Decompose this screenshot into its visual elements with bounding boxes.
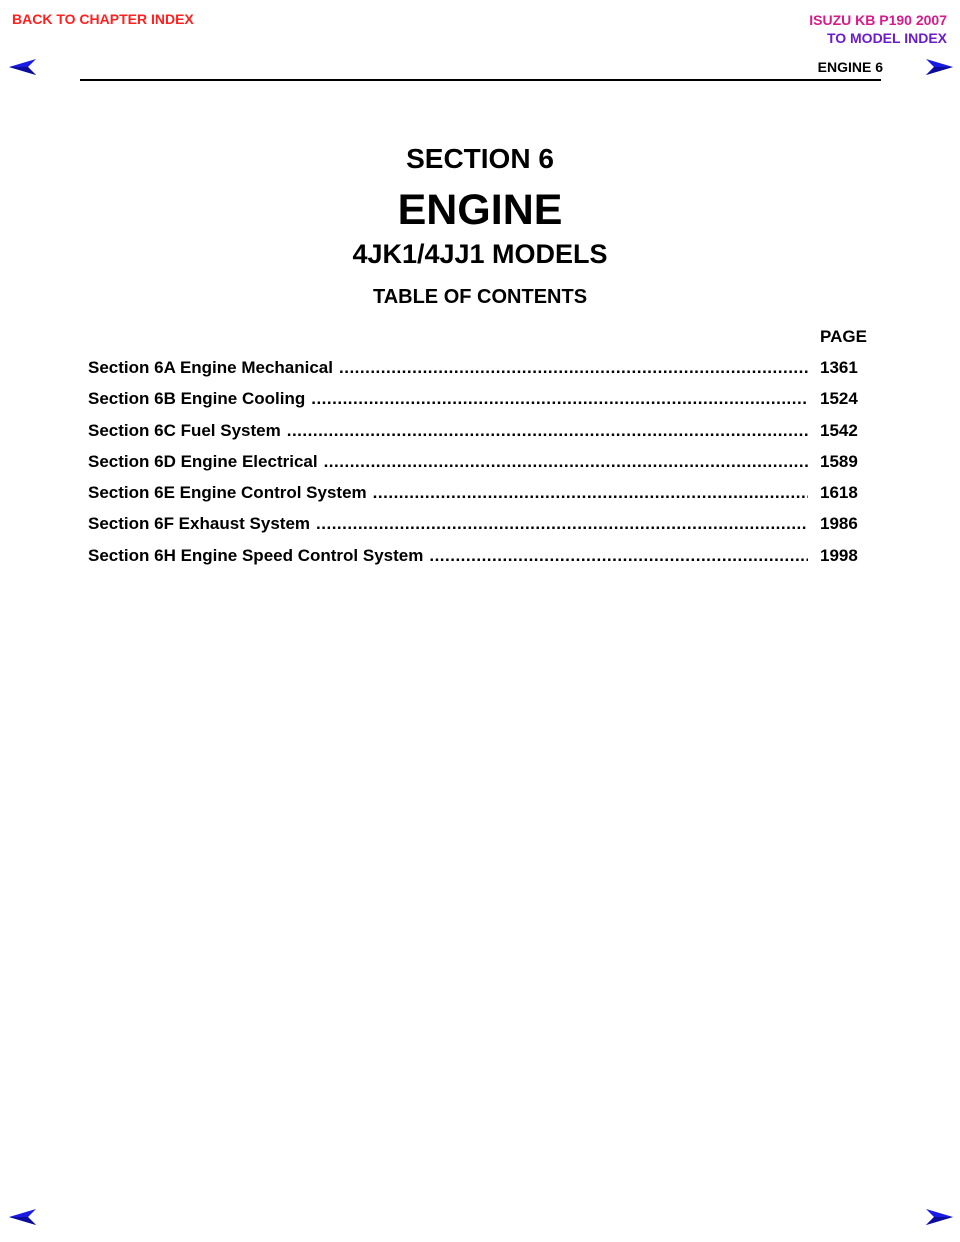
toc-entry-page: 1986 bbox=[820, 514, 858, 534]
toc-entry-6a[interactable] bbox=[88, 358, 878, 389]
toc-dot-leader bbox=[324, 452, 808, 472]
toc-dot-leader bbox=[316, 514, 808, 534]
toc-entry-page: 1589 bbox=[820, 451, 858, 471]
toc-heading: TABLE OF CONTENTS bbox=[372, 286, 588, 308]
arrow-right-icon[interactable] bbox=[924, 58, 954, 76]
back-to-chapter-index-link[interactable]: BACK TO CHAPTER INDEX bbox=[12, 11, 194, 27]
page-column-label: PAGE bbox=[820, 327, 867, 346]
toc-entry-6h[interactable] bbox=[88, 546, 878, 577]
toc-entry-page: 1361 bbox=[820, 358, 858, 377]
toc-dot-leader bbox=[373, 483, 808, 503]
toc-entry-page: 1998 bbox=[820, 545, 858, 565]
arrow-left-icon[interactable] bbox=[8, 58, 38, 76]
page-title: ENGINE bbox=[397, 186, 563, 234]
toc-entry-label: Section 6D Engine Electrical bbox=[88, 451, 318, 471]
toc-dot-leader bbox=[339, 358, 808, 378]
toc-entry-6f[interactable] bbox=[88, 514, 878, 545]
toc-entry-page: 1524 bbox=[820, 389, 858, 409]
toc-dot-leader bbox=[311, 389, 808, 409]
section-number: SECTION 6 bbox=[406, 143, 554, 174]
toc-entry-6c[interactable] bbox=[88, 421, 878, 452]
models-subtitle: 4JK1/4JJ1 MODELS bbox=[352, 239, 608, 269]
model-header bbox=[809, 11, 947, 47]
header-divider bbox=[80, 79, 881, 81]
arrow-left-icon[interactable] bbox=[8, 1208, 38, 1226]
toc-entry-label: Section 6C Fuel System bbox=[88, 420, 281, 440]
model-name: ISUZU KB P190 2007 bbox=[809, 12, 947, 28]
arrow-right-icon[interactable] bbox=[924, 1208, 954, 1226]
toc-entry-6b[interactable] bbox=[88, 389, 878, 420]
toc-list bbox=[88, 358, 878, 577]
toc-dot-leader bbox=[429, 546, 808, 566]
toc-entry-label: Section 6E Engine Control System bbox=[88, 483, 367, 503]
toc-entry-label: Section 6B Engine Cooling bbox=[88, 389, 306, 409]
toc-entry-label: Section 6H Engine Speed Control System bbox=[88, 545, 424, 565]
toc-entry-page: 1618 bbox=[820, 483, 858, 503]
toc-entry-label: Section 6A Engine Mechanical bbox=[88, 358, 333, 377]
toc-entry-label: Section 6F Exhaust System bbox=[88, 514, 311, 534]
to-model-index-link[interactable]: TO MODEL INDEX bbox=[826, 30, 947, 46]
toc-entry-6d[interactable] bbox=[88, 452, 878, 483]
toc-entry-6e[interactable] bbox=[88, 483, 878, 514]
toc-dot-leader bbox=[287, 421, 808, 441]
chapter-header-label: ENGINE 6 bbox=[817, 59, 883, 75]
toc-entry-page: 1542 bbox=[820, 420, 858, 440]
